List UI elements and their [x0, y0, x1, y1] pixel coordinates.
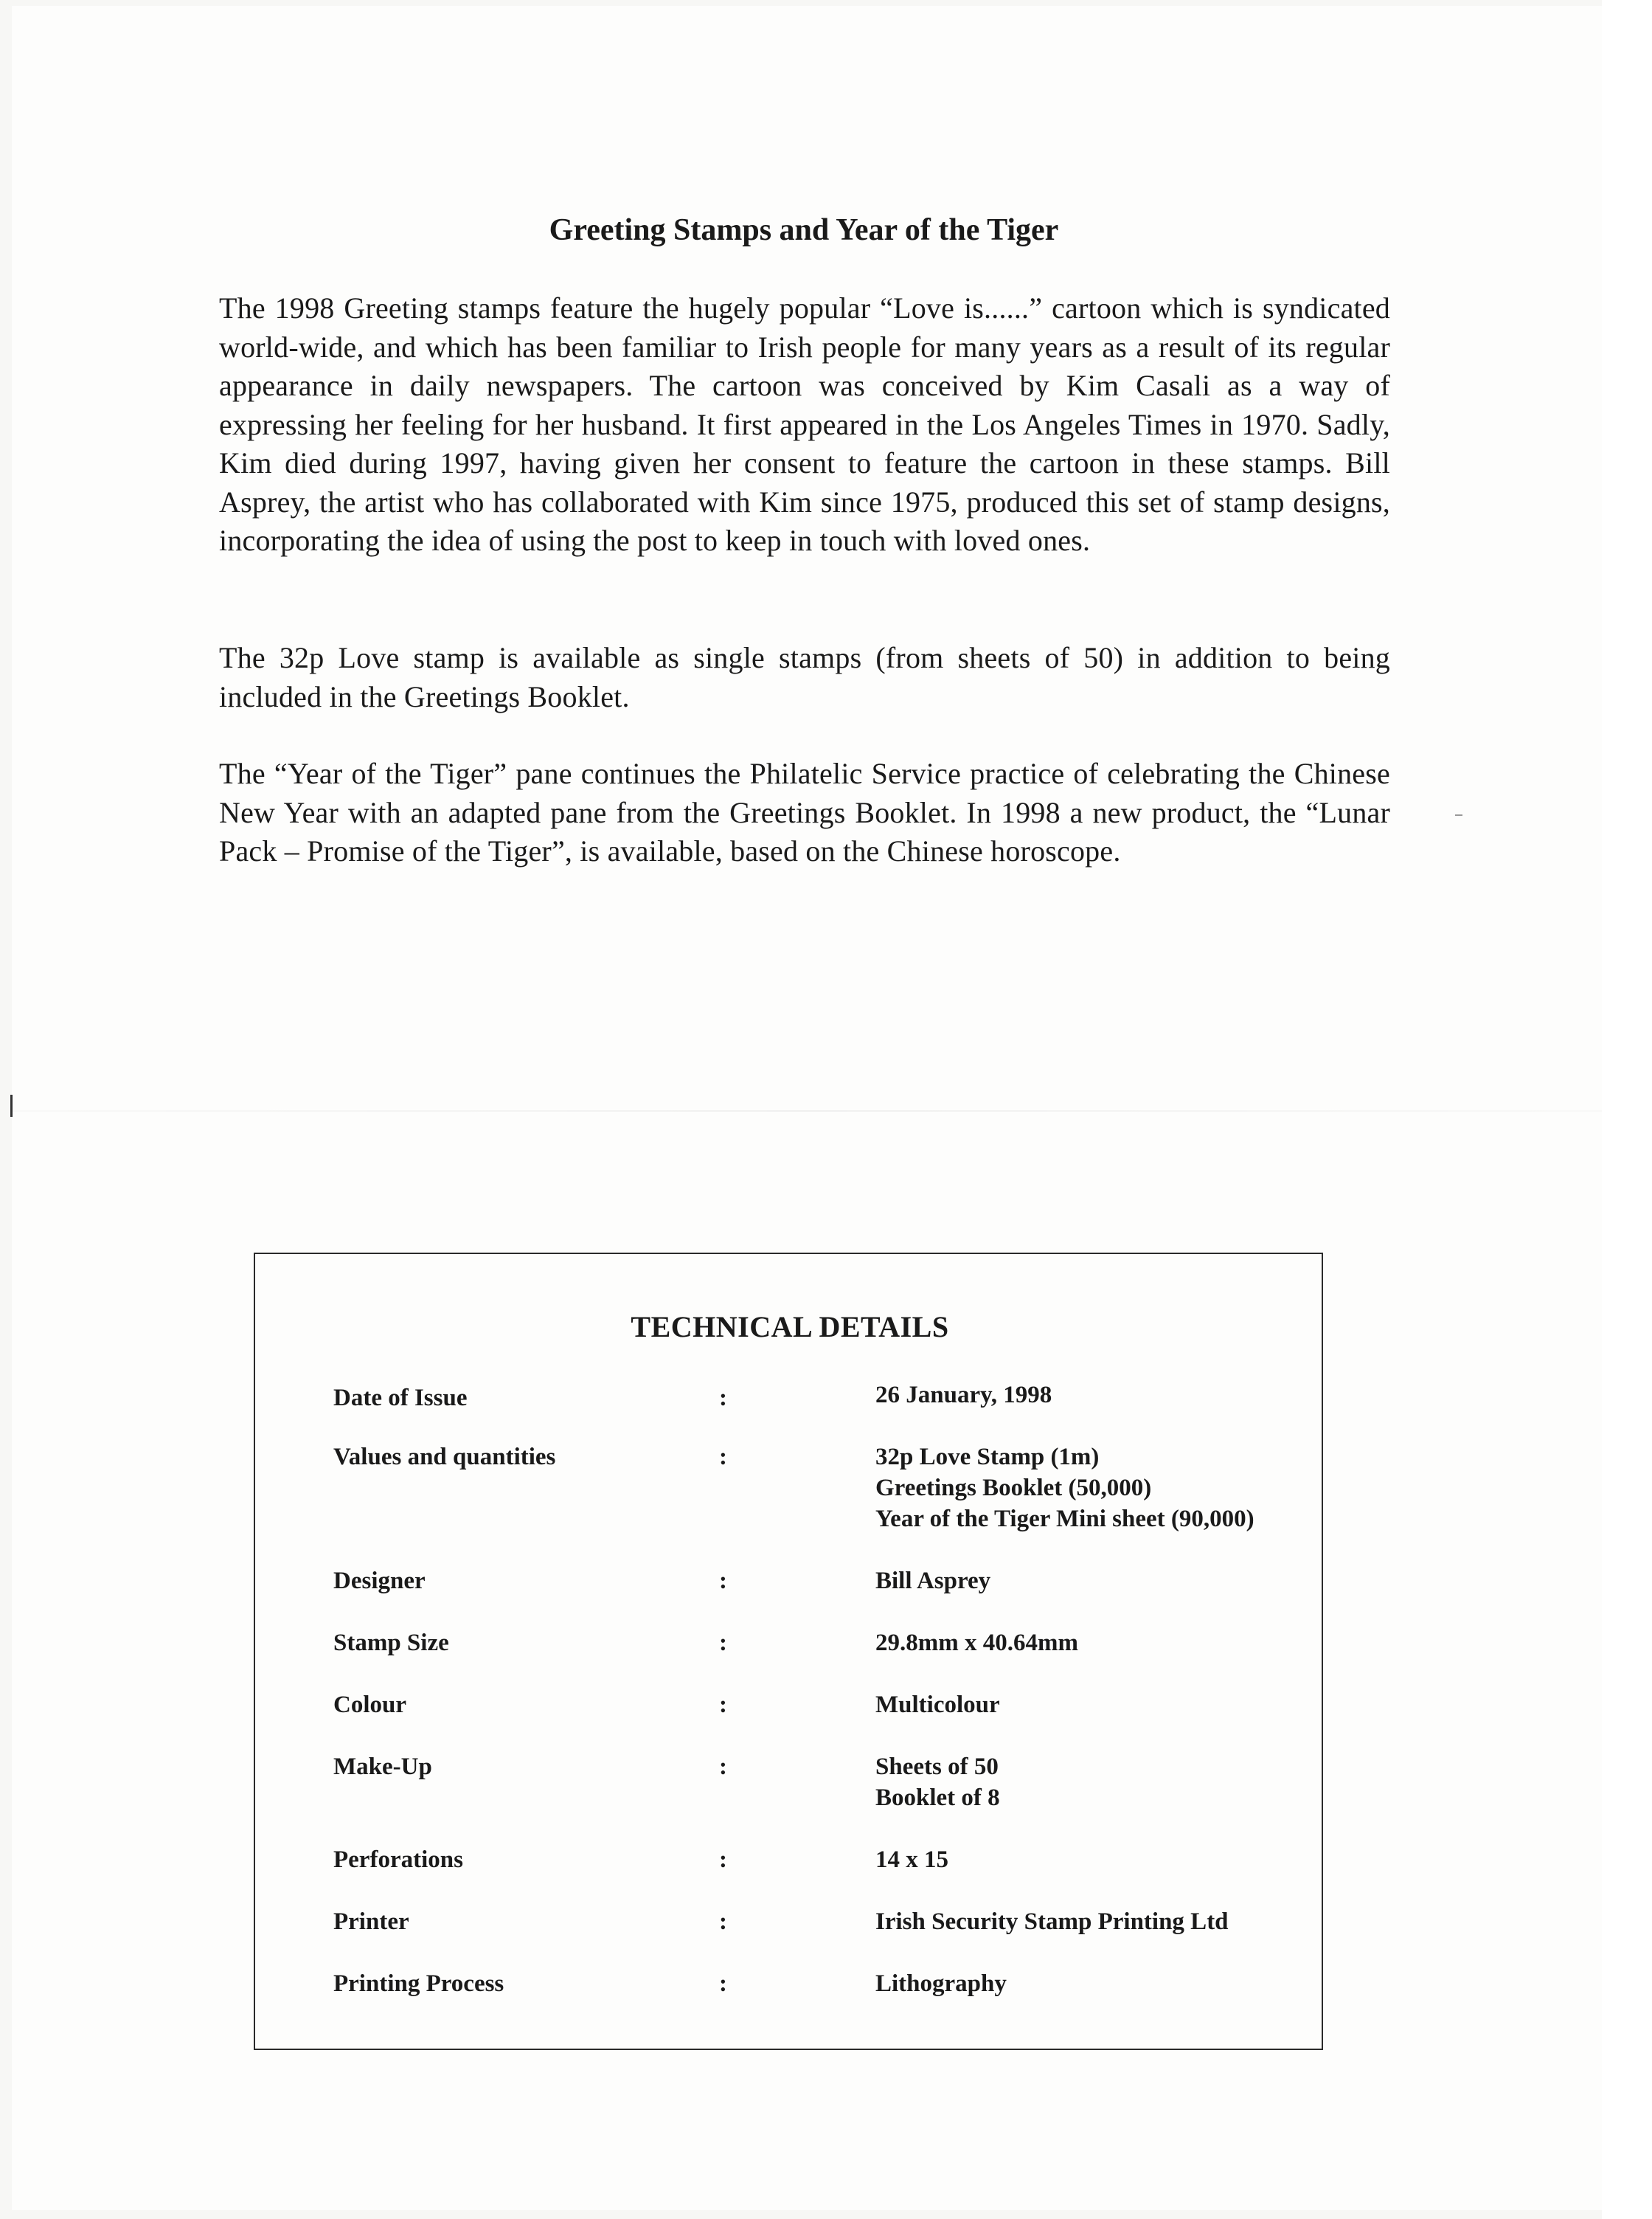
value-line: 29.8mm x 40.64mm: [875, 1630, 1078, 1656]
value-line: 32p Love Stamp (1m): [875, 1444, 1100, 1470]
row-separator: :: [719, 1568, 727, 1594]
row-label: Designer: [333, 1568, 426, 1594]
row-label: Printing Process: [333, 1970, 504, 1997]
paragraph-year-of-tiger: The “Year of the Tiger” pane continues the Philatelic Service practice of celebrating the Chinese New Year with an adapted pane from the Greetings Booklet. In 1998 a new product, the “Lunar Pack – Promise of the Tiger”, is available, based on the Chinese horoscope.: [219, 757, 1390, 868]
row-separator: :: [719, 1444, 727, 1470]
row-value: [875, 1565, 1303, 1596]
row-separator: :: [719, 1754, 727, 1780]
value-line: Multicolour: [875, 1692, 1000, 1718]
row-value: [875, 1379, 1303, 1410]
value-line: 26 January, 1998: [875, 1382, 1052, 1408]
row-value: [875, 1627, 1303, 1658]
row-separator: :: [719, 1385, 727, 1411]
value-line: Sheets of 50: [875, 1754, 999, 1780]
technical-details-box: [254, 1253, 1323, 2050]
row-label: Date of Issue: [333, 1385, 468, 1411]
row-value: [875, 1844, 1303, 1875]
document-title: Greeting Stamps and Year of the Tiger: [549, 213, 1059, 247]
row-label: Printer: [333, 1908, 409, 1935]
row-separator: :: [719, 1846, 727, 1873]
value-line: Irish Security Stamp Printing Ltd: [875, 1908, 1229, 1935]
scan-edge: [1602, 0, 1652, 2219]
row-separator: :: [719, 1970, 727, 1997]
row-separator: :: [719, 1692, 727, 1718]
value-line: Booklet of 8: [875, 1784, 1000, 1811]
paragraph-greeting-stamps: The 1998 Greeting stamps feature the hugely popular “Love is......” cartoon which is syndicated world-wide, and which has been familiar to Irish people for many years as a result of its regular appearance in daily newspapers. The cartoon was conceived by Kim Casali as a way of expressing her feeling for her husband. It first appeared in the Los Angeles Times in 1970. Sadly, Kim died during 1997, having given her consent to feature the cartoon in these stamps. Bill Asprey, the artist who has collaborated with Kim since 1975, produced this set of stamp designs, incorporating the idea of using the post to keep in touch with loved ones.: [219, 291, 1390, 557]
row-value: [875, 1751, 1303, 1813]
row-separator: :: [719, 1908, 727, 1935]
row-label: Stamp Size: [333, 1630, 449, 1656]
value-line: Greetings Booklet (50,000): [875, 1475, 1152, 1501]
row-value: [875, 1441, 1303, 1534]
row-label: Make-Up: [333, 1754, 432, 1780]
row-label: Perforations: [333, 1846, 463, 1873]
technical-details-title: TECHNICAL DETAILS: [631, 1310, 949, 1343]
row-label: Colour: [333, 1692, 406, 1718]
row-separator: :: [719, 1630, 727, 1656]
value-line: Lithography: [875, 1970, 1007, 1997]
row-value: [875, 1906, 1303, 1937]
paragraph-love-stamp: The 32p Love stamp is available as single stamps (from sheets of 50) in addition to being included in the Greetings Booklet.: [219, 641, 1390, 713]
margin-mark: [10, 1095, 13, 1117]
row-value: [875, 1968, 1303, 1999]
fold-line: [12, 1110, 1602, 1112]
row-value: [875, 1689, 1303, 1720]
margin-dash: [1455, 814, 1462, 816]
value-line: Bill Asprey: [875, 1568, 991, 1594]
row-label: Values and quantities: [333, 1444, 556, 1470]
value-line: 14 x 15: [875, 1846, 948, 1873]
value-line: Year of the Tiger Mini sheet (90,000): [875, 1506, 1254, 1532]
